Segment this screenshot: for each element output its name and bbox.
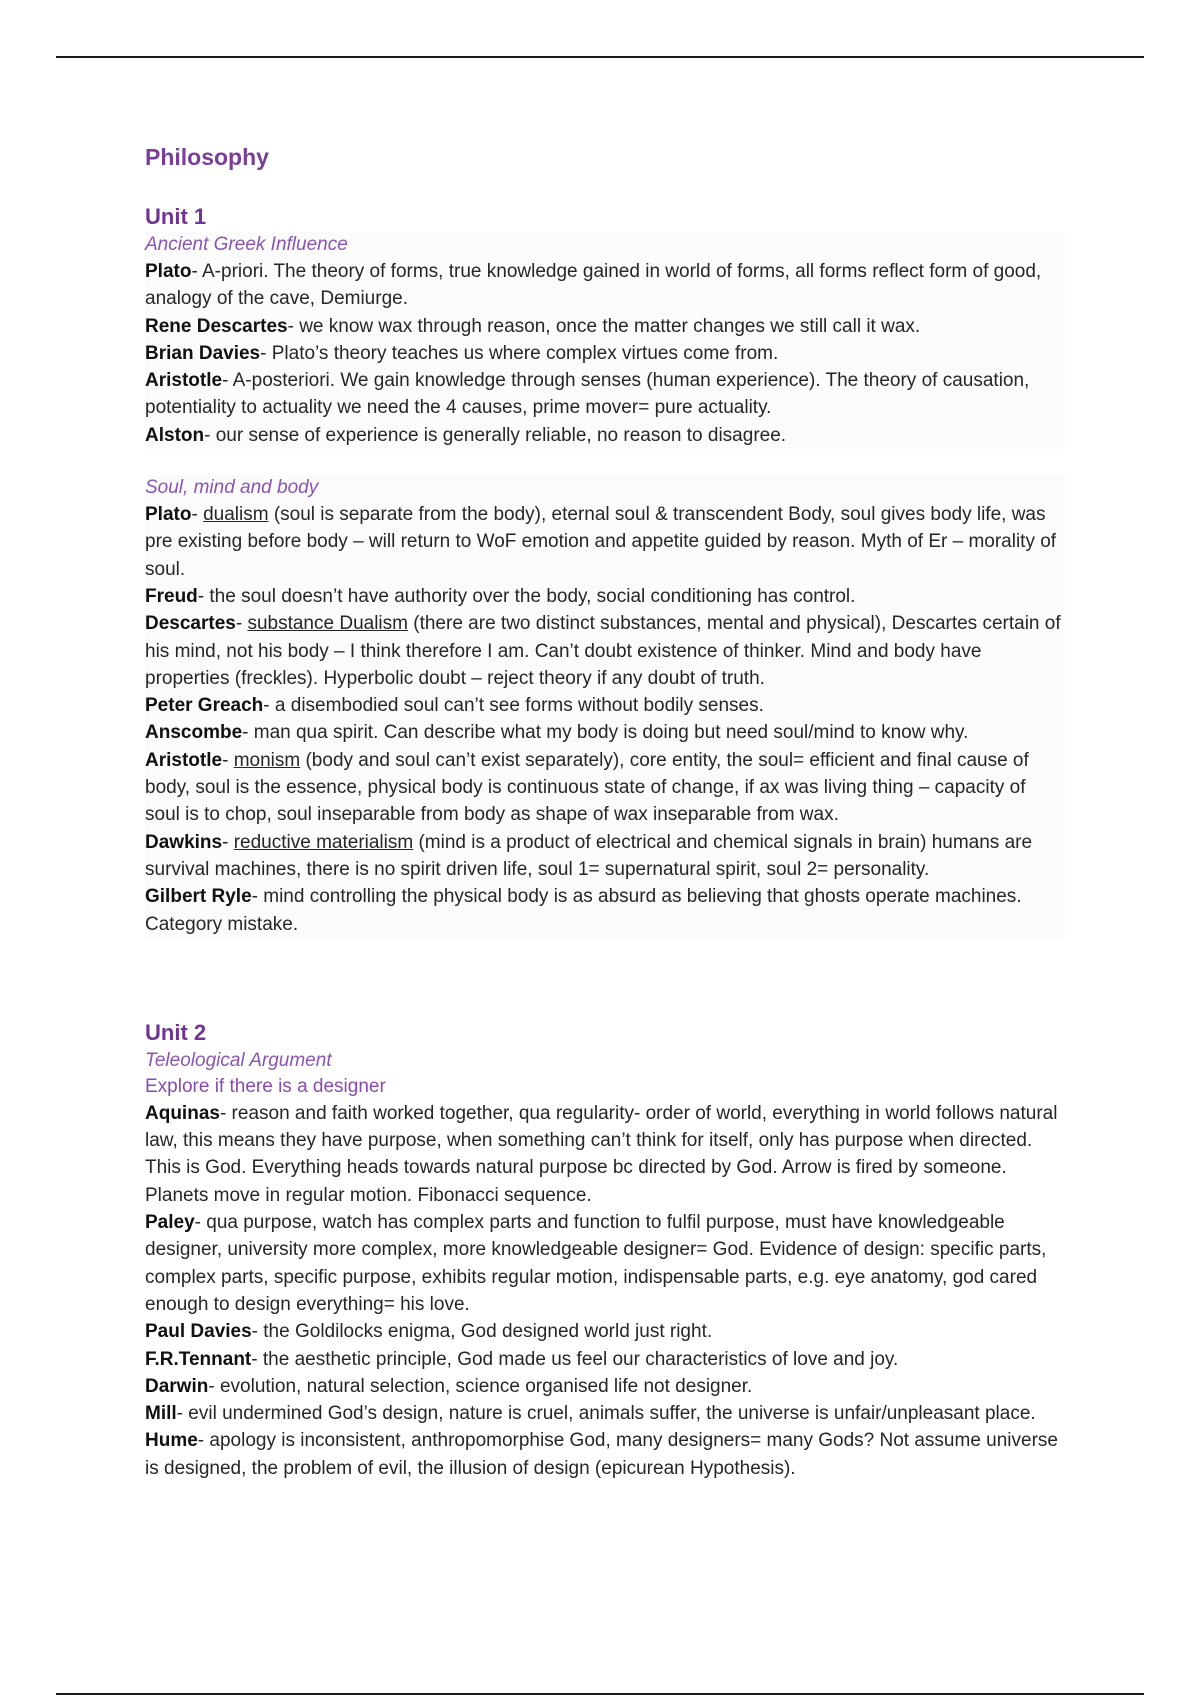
key-term: reductive materialism (233, 831, 414, 853)
unit-title: Unit 2 (145, 1019, 207, 1045)
entry-text: - qua purpose, watch has complex parts and function to fulfil purpose, must have knowledgeable designer, university more complex, more knowledgeable designer= God. Evidence of design: specific parts, complex parts, specific purpose, exhibits regular motion, indispensable parts, e.g. eye anatomy, god cared enough to design everything= his love. (145, 1212, 1047, 1315)
section-heading: Soul, mind and body (145, 477, 319, 499)
key-term: substance Dualism (247, 613, 408, 635)
entry-descartes (145, 610, 1065, 692)
entry-text: (there are two distinct substances, mental and physical), Descartes certain of his mind, not his body – I think therefore I am. Can’t doubt existence of thinker. Mind and body have properties (freckles). Hyperbolic doubt – reject theory if any doubt of truth. (145, 613, 1061, 689)
unit-2 (145, 1018, 1065, 1482)
philosopher-name: F.R.Tennant (145, 1348, 252, 1370)
entry-text: - Plato’s theory teaches us where complex virtues come from. (260, 342, 779, 364)
top-page-rule (56, 56, 1144, 58)
entry-text: (soul is separate from the body), eternal soul & transcendent Body, soul gives body life, was pre existing before body – will return to WoF emotion and appetite guided by reason. Myth of Er – morality of soul. (145, 504, 1057, 580)
unit-1 (145, 202, 1065, 938)
entry-separator: - (191, 504, 204, 526)
entry-hume (145, 1427, 1065, 1482)
philosopher-name: Peter Greach (145, 695, 264, 717)
entry-freud (145, 583, 1065, 610)
philosopher-name: Gilbert Ryle (145, 886, 252, 908)
entry-aristotle (145, 367, 1065, 422)
section-heading: Ancient Greek Influence (145, 234, 348, 255)
document-title: Philosophy (145, 144, 269, 170)
entry-text: - apology is inconsistent, anthropomorphise God, many designers= many Gods? Not assume universe is designed, the problem of evil, the illusion of design (epicurean Hypothesis). (145, 1430, 1058, 1479)
entry-plato (145, 258, 1065, 313)
section-soul-mind-body (145, 475, 1065, 938)
entry-text: - the soul doesn’t have authority over the body, social conditioning has control. (197, 585, 856, 607)
entry-rene-descartes (145, 313, 1065, 340)
bottom-page-rule (56, 1693, 1144, 1695)
philosopher-name: Darwin (145, 1375, 209, 1397)
entry-separator: - (222, 749, 234, 771)
section-subheading: Explore if there is a designer (145, 1075, 386, 1097)
unit-title: Unit 1 (145, 204, 207, 229)
entry-text: (mind is a product of electrical and chemical signals in brain) humans are survival machines, there is no spirit driven life, soul 1= supernatural spirit, soul 2= personality. (145, 831, 1033, 880)
philosopher-name: Aristotle (145, 370, 223, 392)
entry-fr-tennant (145, 1346, 1065, 1373)
entry-aquinas (145, 1100, 1065, 1209)
philosopher-name: Anscombe (145, 722, 243, 744)
entry-plato (145, 501, 1065, 583)
philosopher-name: Hume (145, 1430, 198, 1452)
section-ancient-greek-influence (145, 232, 1065, 449)
entry-gilbert-ryle (145, 883, 1065, 938)
entry-text: - the aesthetic principle, God made us feel our characteristics of love and joy. (251, 1348, 899, 1370)
entry-anscombe (145, 719, 1065, 746)
section-teleological-argument (145, 1048, 1065, 1482)
entry-text: - mind controlling the physical body is as absurd as believing that ghosts operate machines. Category mistake. (145, 886, 1022, 935)
entry-text: - evil undermined God’s design, nature is cruel, animals suffer, the universe is unfair/unpleasant place. (176, 1403, 1036, 1425)
entry-mill (145, 1400, 1065, 1427)
philosopher-name: Dawkins (145, 831, 223, 853)
entry-text: - reason and faith worked together, qua regularity- order of world, everything in world follows natural law, this means they have purpose, when something can’t think for itself, only has purpose when directed. This is God. Everything heads towards natural purpose bc directed by God. Arrow is fired by someone. Planets move in regular motion. Fibonacci sequence. (145, 1102, 1058, 1206)
philosopher-name: Plato (145, 504, 192, 526)
document-body (145, 142, 1065, 1482)
philosopher-name: Paul Davies (145, 1321, 252, 1343)
entry-text: - a disembodied soul can’t see forms without bodily senses. (263, 695, 764, 717)
entry-brian-davies (145, 340, 1065, 367)
philosopher-name: Paley (145, 1212, 195, 1234)
entry-separator: - (235, 613, 248, 635)
entry-text: - our sense of experience is generally reliable, no reason to disagree. (204, 424, 787, 446)
entry-aristotle (145, 747, 1065, 829)
philosopher-name: Aristotle (145, 749, 223, 771)
entry-text: - A-posteriori. We gain knowledge through senses (human experience). The theory of causation, potentiality to actuality we need the 4 causes, prime mover= pure actuality. (145, 370, 1030, 419)
key-term: dualism (203, 504, 269, 526)
entry-dawkins (145, 829, 1065, 884)
section-heading: Teleological Argument (145, 1049, 332, 1071)
philosopher-name: Mill (145, 1403, 177, 1425)
philosopher-name: Brian Davies (145, 342, 261, 364)
entry-alston (145, 422, 1065, 449)
spacer (145, 449, 1065, 475)
entry-paul-davies (145, 1318, 1065, 1345)
philosopher-name: Rene Descartes (145, 315, 288, 337)
philosopher-name: Alston (145, 424, 205, 446)
philosopher-name: Aquinas (145, 1102, 220, 1124)
entry-text: - evolution, natural selection, science organised life not designer. (208, 1375, 753, 1397)
philosopher-name: Descartes (145, 613, 236, 635)
key-term: monism (233, 749, 301, 771)
entry-text: - we know wax through reason, once the matter changes we still call it wax. (287, 315, 921, 337)
entry-text: - man qua spirit. Can describe what my body is doing but need soul/mind to know why. (242, 722, 969, 744)
entry-paley (145, 1209, 1065, 1318)
entry-text: (body and soul can’t exist separately), core entity, the soul= efficient and final cause of body, soul is the essence, physical body is continuous state of change, if ax was living thing – capacity of soul is to chop, soul inseparable from body as shape of wax inseparable from wax. (145, 749, 1029, 826)
philosopher-name: Plato (145, 261, 192, 282)
entry-separator: - (222, 831, 234, 853)
philosopher-name: Freud (145, 585, 198, 607)
entry-text: - the Goldilocks enigma, God designed world just right. (251, 1321, 713, 1343)
entry-text: - A-priori. The theory of forms, true knowledge gained in world of forms, all forms reflect form of good, analogy of the cave, Demiurge. (145, 261, 1042, 310)
entry-darwin (145, 1373, 1065, 1400)
spacer (145, 938, 1065, 1018)
entry-peter-greach (145, 692, 1065, 719)
